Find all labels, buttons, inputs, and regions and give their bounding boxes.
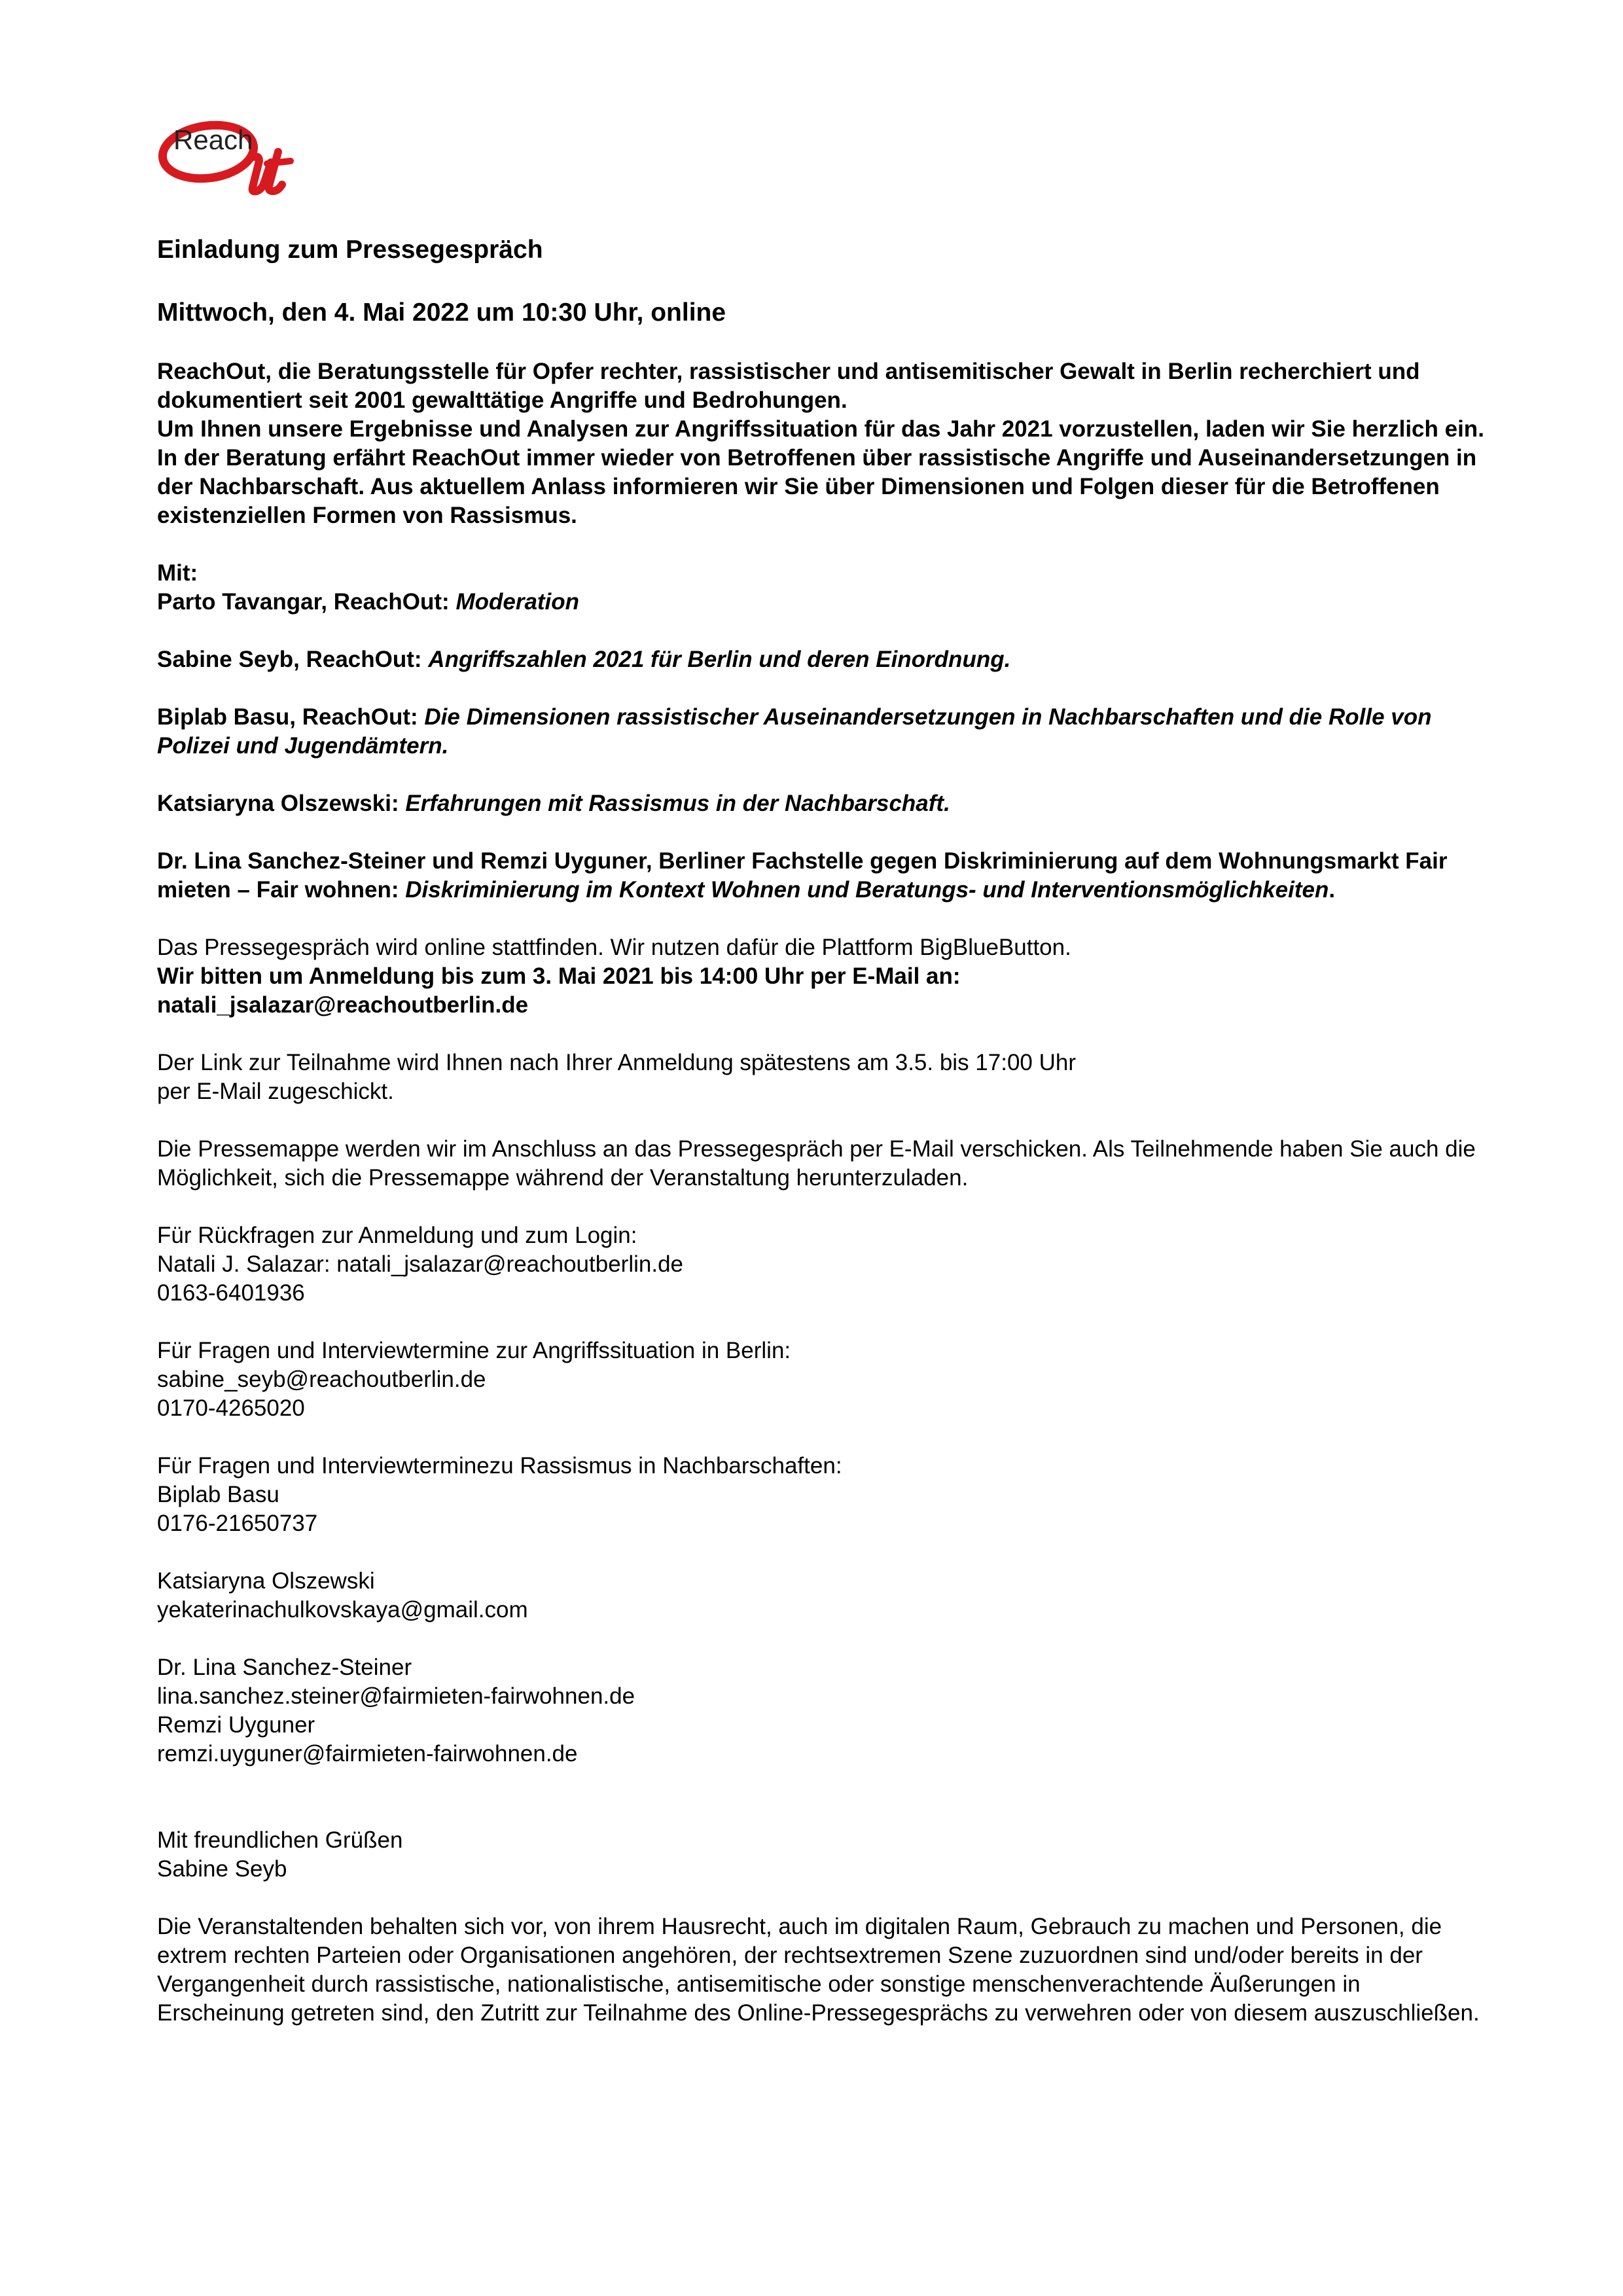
registration-email[interactable]: natali_jsalazar@reachoutberlin.de [157,992,529,1018]
reachout-logo [157,111,321,203]
speaker-topic: Die Dimensionen rassistischer Auseinandersetzungen in Nachbarschaften und die Rolle von Polizei und Jugendämtern. [157,704,1432,759]
speaker-list [157,559,1492,905]
closing-greeting: Mit freundlichen Grüßen [157,1827,403,1853]
pressemappe-note: Die Pressemappe werden wir im Anschluss an das Pressegespräch per E-Mail verschicken. Als Teilnehmende haben Sie auch die Möglichkeit, sich die Pressemappe während der Veranstaltung herunterzuladen. [157,1136,1476,1191]
speaker-name: Dr. Lina Sanchez-Steiner und Remzi Uyguner, Berliner Fachstelle gegen Diskriminierung auf dem Wohnungsmarkt Fair mieten – Fair wohnen: [157,848,1448,903]
date-line: Mittwoch, den 4. Mai 2022 um 10:30 Uhr, online [157,298,726,327]
contact-line: Dr. Lina Sanchez-Steiner [157,1655,412,1680]
speaker-topic: Angriffszahlen 2021 für Berlin und deren Einordnung. [428,647,1011,672]
contact-line[interactable]: yekaterinachulkovskaya@gmail.com [157,1597,528,1623]
contact-block [157,1653,1492,1768]
contact-label: Für Fragen und Interviewtermine zur Angriffssituation in Berlin: [157,1338,791,1363]
intro-block [157,357,1492,530]
speaker-item [157,588,1492,617]
closing-signature: Sabine Seyb [157,1856,287,1882]
contact-label: Für Rückfragen zur Anmeldung und zum Login: [157,1223,637,1248]
contact-line: Biplab Basu [157,1482,279,1507]
contact-line[interactable]: remzi.uyguner@fairmieten-fairwohnen.de [157,1741,578,1767]
speaker-name: Katsiaryna Olszewski: [157,791,399,816]
contact-line: Katsiaryna Olszewski [157,1568,375,1594]
speaker-item [157,703,1492,761]
speaker-item [157,645,1492,674]
intro-paragraph: ReachOut, die Beratungsstelle für Opfer rechter, rassistischer und antisemitischer Gewalt in Berlin recherchiert und dokumentiert seit 2001 gewalttätige Angriffe und Bedrohungen. [157,359,1420,413]
speaker-name: Biplab Basu, ReachOut: [157,704,418,730]
speaker-name: Parto Tavangar, ReachOut: [157,589,450,615]
speaker-name: Sabine Seyb, ReachOut: [157,647,422,672]
speaker-topic: Moderation [455,589,580,615]
document-page [157,111,1492,2028]
disclaimer: Die Veranstaltenden behalten sich vor, von ihrem Hausrecht, auch im digitalen Raum, Gebrauch zu machen und Personen, die extrem rechten Parteien oder Organisationen angehören, der rechtsextremen Szene zuzuordnen sind und/oder bereits in der Vergangenheit durch rassistische, nationalistische, antisemitische oder sonstige menschenverachtende Äußerungen in Erscheinung getreten sind, den Zutritt zur Teilnahme des Online-Pressegesprächs zu verwehren oder von diesem auszuschließen. [157,1914,1480,2026]
registration-note: Wir bitten um Anmeldung bis zum 3. Mai 2021 bis 14:00 Uhr per E-Mail an: [157,963,961,989]
link-note: per E-Mail zugeschickt. [157,1079,394,1104]
contact-line: 0163-6401936 [157,1280,305,1306]
speaker-topic: Diskriminierung im Kontext Wohnen und Beratungs- und Interventionsmöglichkeiten [405,877,1329,903]
document-title: Einladung zum Pressegespräch [157,236,543,264]
speaker-topic: Erfahrungen mit Rassismus in der Nachbarschaft. [405,791,950,816]
logo-reach-text: Reach [173,124,253,155]
speaker-item [157,789,1492,818]
speaker-topic-end: . [1329,877,1336,903]
contact-line: 0176-21650737 [157,1511,318,1536]
contact-block [157,1452,1492,1538]
contact-label: Für Fragen und Interviewterminezu Rassismus in Nachbarschaften: [157,1453,842,1479]
contact-block [157,1221,1492,1308]
link-note: Der Link zur Teilnahme wird Ihnen nach Ihrer Anmeldung spätestens am 3.5. bis 17:00 Uhr [157,1050,1077,1075]
contact-line: Natali J. Salazar: natali_jsalazar@reachoutberlin.de [157,1251,684,1277]
closing-block [157,1826,1492,1884]
intro-paragraph: Um Ihnen unsere Ergebnisse und Analysen zur Angriffssituation für das Jahr 2021 vorzustellen, laden wir Sie herzlich ein. [157,416,1484,442]
contact-line[interactable]: lina.sanchez.steiner@fairmieten-fairwohnen.de [157,1683,635,1709]
platform-note: Das Pressegespräch wird online stattfinden. Wir nutzen dafür die Plattform BigBlueButton. [157,935,1071,960]
contact-block [157,1336,1492,1423]
contact-line: Remzi Uyguner [157,1712,315,1738]
contact-block [157,1567,1492,1624]
contact-line: 0170-4265020 [157,1395,305,1421]
contact-line[interactable]: sabine_seyb@reachoutberlin.de [157,1367,486,1392]
intro-paragraph: In der Beratung erfährt ReachOut immer wieder von Betroffenen über rassistische Angriffe und Auseinandersetzungen in der Nachbarschaft. Aus aktuellem Anlass informieren wir Sie über Dimensionen und Folgen dieser für die Betroffenen existenziellen Formen von Rassismus. [157,445,1477,528]
mit-label: Mit: [157,560,198,586]
speaker-item [157,847,1492,905]
